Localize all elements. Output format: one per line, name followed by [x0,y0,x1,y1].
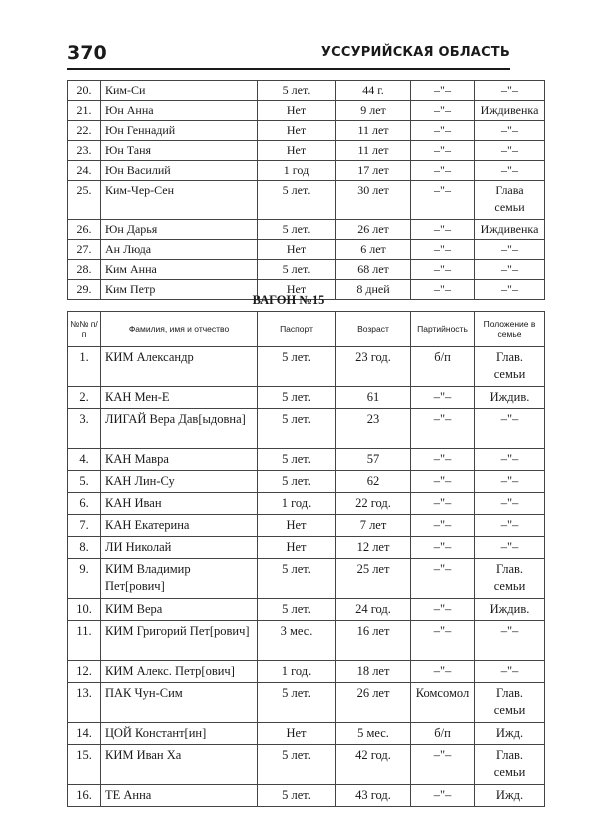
cell-passport: 5 лет. [258,181,336,220]
cell-position: –"– [475,280,545,300]
cell-passport: Нет [258,121,336,141]
cell-num: 8. [68,537,101,559]
cell-name: ЛИГАЙ Вера Дав[ыдовна] [101,409,258,449]
cell-num: 6. [68,493,101,515]
cell-age: 68 лет [336,260,411,280]
table-row [68,785,545,807]
cell-passport: 5 лет. [258,599,336,621]
cell-num: 21. [68,101,101,121]
table-row [68,121,545,141]
cell-passport: 5 лет. [258,409,336,449]
cell-age: 62 [336,471,411,493]
cell-position: –"– [475,121,545,141]
cell-age: 8 дней [336,280,411,300]
cell-name: КИМ Владимир Пет[рович] [101,559,258,599]
header-passport: Паспорт [258,312,336,347]
cell-position: –"– [475,449,545,471]
table-row [68,471,545,493]
cell-name: Ким-Чер-Сен [101,181,258,220]
cell-num: 23. [68,141,101,161]
cell-party: –"– [411,220,475,240]
cell-age: 22 год. [336,493,411,515]
cell-num: 1. [68,347,101,387]
table-row [68,387,545,409]
cell-party: –"– [411,240,475,260]
cell-num: 16. [68,785,101,807]
cell-age: 7 лет [336,515,411,537]
cell-party: –"– [411,559,475,599]
cell-age: 30 лет [336,181,411,220]
cell-num: 29. [68,280,101,300]
cell-num: 14. [68,723,101,745]
cell-position: –"– [475,409,545,449]
cell-position: Ижд. [475,785,545,807]
cell-party: –"– [411,745,475,785]
cell-num: 22. [68,121,101,141]
cell-age: 9 лет [336,101,411,121]
cell-age: 23 год. [336,347,411,387]
cell-age: 23 [336,409,411,449]
cell-passport: Нет [258,280,336,300]
cell-position: Глав. семьи [475,745,545,785]
cell-position: Иждивенка [475,101,545,121]
wagon-table-header [68,312,545,347]
cell-num: 4. [68,449,101,471]
cell-position: –"– [475,81,545,101]
cell-party: –"– [411,449,475,471]
cell-position: Глава семьи [475,181,545,220]
cell-party: –"– [411,537,475,559]
cell-name: Юн Дарья [101,220,258,240]
header-rule [67,68,510,70]
cell-party: –"– [411,387,475,409]
cell-party: –"– [411,515,475,537]
cell-name: КИМ Вера [101,599,258,621]
cell-position: Ижд. [475,723,545,745]
cell-age: 24 год. [336,599,411,621]
table-row [68,220,545,240]
cell-age: 12 лет [336,537,411,559]
cell-num: 3. [68,409,101,449]
cell-num: 13. [68,683,101,723]
cell-num: 20. [68,81,101,101]
page-number: 370 [67,42,107,64]
cell-num: 26. [68,220,101,240]
cell-position: –"– [475,141,545,161]
cell-passport: 5 лет. [258,559,336,599]
table-row [68,683,545,723]
cell-passport: 1 год. [258,661,336,683]
cell-name: Юн Таня [101,141,258,161]
cell-party: –"– [411,661,475,683]
table-row [68,515,545,537]
cell-name: КАН Мен-Е [101,387,258,409]
cell-name: КАН Лин-Су [101,471,258,493]
table-row [68,599,545,621]
table-continued-body [68,81,545,300]
cell-position: Иждив. [475,599,545,621]
cell-age: 6 лет [336,240,411,260]
cell-name: Юн Геннадий [101,121,258,141]
cell-num: 2. [68,387,101,409]
cell-name: КИМ Александр [101,347,258,387]
table-row [68,181,545,220]
cell-age: 11 лет [336,121,411,141]
cell-position: –"– [475,493,545,515]
cell-name: КИМ Григорий Пет[рович] [101,621,258,661]
cell-name: Юн Василий [101,161,258,181]
cell-age: 26 лет [336,220,411,240]
cell-passport: 5 лет. [258,745,336,785]
header-position: Положение в семье [475,312,545,347]
cell-name: КИМ Алекс. Петр[ович] [101,661,258,683]
cell-party: Комсомол [411,683,475,723]
wagon-table [67,311,545,807]
cell-position: Иждивенка [475,220,545,240]
cell-party: –"– [411,260,475,280]
cell-age: 57 [336,449,411,471]
cell-num: 15. [68,745,101,785]
cell-passport: 1 год. [258,493,336,515]
cell-passport: 5 лет. [258,220,336,240]
cell-num: 10. [68,599,101,621]
table-continued [67,80,545,300]
cell-num: 12. [68,661,101,683]
table-row [68,493,545,515]
header-party: Партийность [411,312,475,347]
cell-position: Глав. семьи [475,347,545,387]
table-row [68,101,545,121]
table-row [68,537,545,559]
table-row [68,449,545,471]
header-num: №№ п/п [68,312,101,347]
cell-position: Глав. семьи [475,683,545,723]
cell-name: Ан Люда [101,240,258,260]
cell-position: –"– [475,661,545,683]
cell-party: –"– [411,599,475,621]
cell-age: 5 мес. [336,723,411,745]
cell-position: –"– [475,471,545,493]
cell-passport: 5 лет. [258,81,336,101]
cell-party: б/п [411,347,475,387]
cell-num: 9. [68,559,101,599]
cell-position: Глав. семьи [475,559,545,599]
cell-passport: 5 лет. [258,347,336,387]
cell-age: 44 г. [336,81,411,101]
cell-party: –"– [411,141,475,161]
cell-passport: Нет [258,240,336,260]
cell-age: 25 лет [336,559,411,599]
cell-passport: Нет [258,515,336,537]
table-row [68,723,545,745]
cell-passport: Нет [258,101,336,121]
cell-num: 7. [68,515,101,537]
header-name: Фамилия, имя и отчество [101,312,258,347]
cell-age: 16 лет [336,621,411,661]
cell-passport: Нет [258,537,336,559]
table-row [68,347,545,387]
cell-name: ТЕ Анна [101,785,258,807]
running-title: УССУРИЙСКАЯ ОБЛАСТЬ [320,45,510,60]
cell-party: –"– [411,121,475,141]
cell-party: –"– [411,101,475,121]
cell-name: ЦОЙ Констант[ин] [101,723,258,745]
cell-party: –"– [411,621,475,661]
section-title: ВАГОН №15 [252,293,325,307]
cell-name: ЛИ Николай [101,537,258,559]
cell-num: 5. [68,471,101,493]
cell-passport: 3 мес. [258,621,336,661]
cell-passport: 5 лет. [258,387,336,409]
table-row [68,559,545,599]
cell-passport: 5 лет. [258,260,336,280]
cell-party: –"– [411,181,475,220]
cell-position: –"– [475,260,545,280]
cell-num: 11. [68,621,101,661]
table-row [68,409,545,449]
cell-party: –"– [411,471,475,493]
table-row [68,745,545,785]
cell-name: Ким Анна [101,260,258,280]
cell-position: –"– [475,537,545,559]
cell-name: КАН Екатерина [101,515,258,537]
cell-passport: Нет [258,141,336,161]
cell-name: ПАК Чун-Сим [101,683,258,723]
cell-party: –"– [411,280,475,300]
table-row [68,621,545,661]
cell-num: 25. [68,181,101,220]
cell-party: –"– [411,493,475,515]
cell-passport: 5 лет. [258,449,336,471]
cell-party: –"– [411,409,475,449]
cell-position: –"– [475,515,545,537]
cell-age: 11 лет [336,141,411,161]
cell-passport: 5 лет. [258,683,336,723]
cell-name: Ким-Си [101,81,258,101]
cell-num: 24. [68,161,101,181]
table-row [68,141,545,161]
header-row [68,312,545,347]
cell-age: 26 лет [336,683,411,723]
cell-passport: 5 лет. [258,471,336,493]
page-header [67,42,510,66]
cell-position: –"– [475,161,545,181]
table-row [68,161,545,181]
header-age: Возраст [336,312,411,347]
cell-party: –"– [411,81,475,101]
cell-passport: 1 год [258,161,336,181]
cell-age: 17 лет [336,161,411,181]
cell-name: КАН Иван [101,493,258,515]
cell-age: 61 [336,387,411,409]
cell-party: –"– [411,161,475,181]
table-row [68,240,545,260]
wagon-table-body [68,347,545,807]
cell-name: КИМ Иван Ха [101,745,258,785]
cell-position: –"– [475,621,545,661]
cell-age: 18 лет [336,661,411,683]
table-row [68,260,545,280]
cell-num: 27. [68,240,101,260]
cell-party: б/п [411,723,475,745]
cell-passport: Нет [258,723,336,745]
cell-name: КАН Мавра [101,449,258,471]
cell-name: Юн Анна [101,101,258,121]
table-row [68,661,545,683]
cell-passport: 5 лет. [258,785,336,807]
cell-position: Иждив. [475,387,545,409]
cell-position: –"– [475,240,545,260]
cell-age: 42 год. [336,745,411,785]
cell-num: 28. [68,260,101,280]
table-row [68,81,545,101]
cell-name: Ким Петр [101,280,258,300]
cell-age: 43 год. [336,785,411,807]
cell-party: –"– [411,785,475,807]
